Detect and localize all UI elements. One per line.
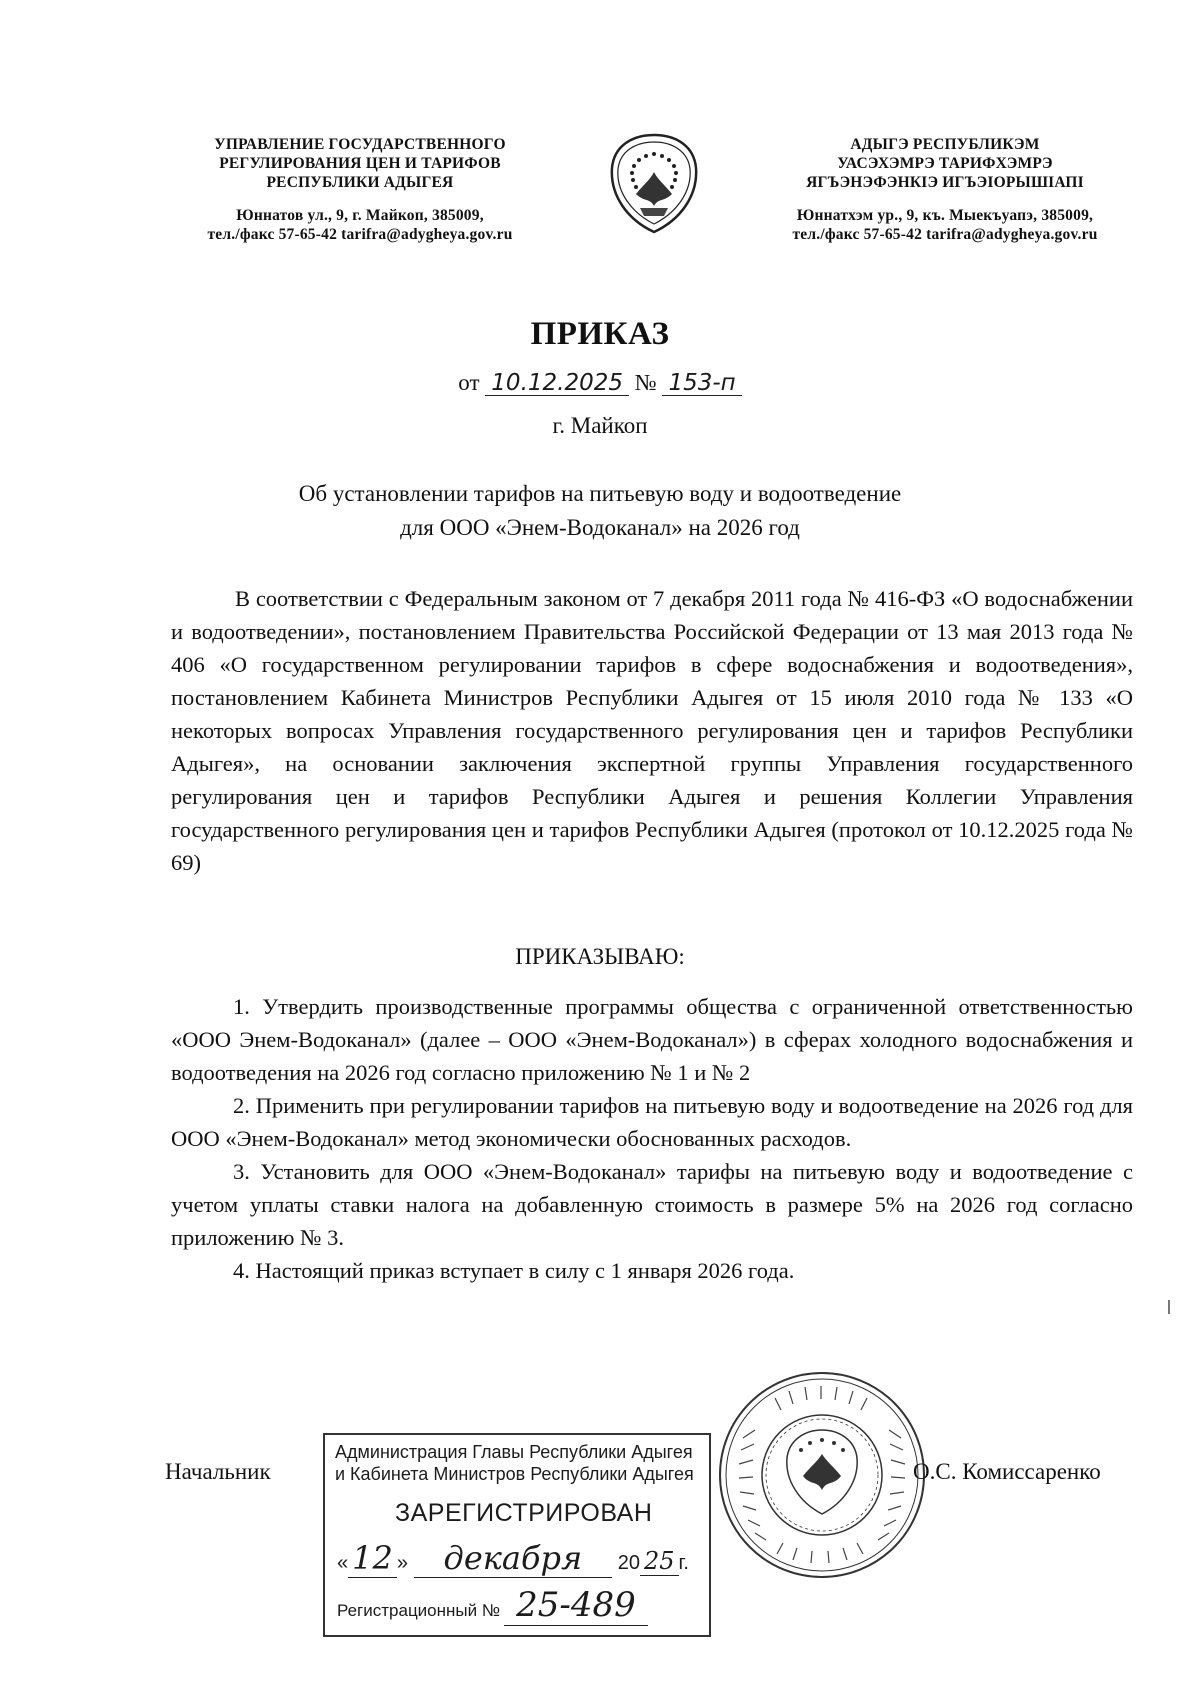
- org-name-line: АДЫГЭ РЕСПУБЛИКЭМ: [850, 136, 1040, 153]
- order-item: 1. Утвердить производственные программы общества с ограниченной ответственностью «ООО Энем-Водоканал» (далее – ООО «Энем-Водоканал») в сферах холодного водоснабжения и водоотведения на 2026 год согласно приложению № 1 и № 2: [171, 994, 1133, 1085]
- org-name-line: УАСЭХЭМРЭ ТАРИФХЭМРЭ: [837, 155, 1053, 172]
- stamp-year-prefix: 20: [617, 1552, 640, 1574]
- stamp-day: 12: [348, 1539, 397, 1578]
- org-address: Юннатов ул., 9, г. Майкоп, 385009,: [236, 207, 484, 224]
- order-date-line: [0, 370, 1200, 396]
- org-name-line: РЕСПУБЛИКИ АДЫГЕЯ: [266, 174, 454, 191]
- document-subject: [0, 477, 1200, 545]
- order-item: 4. Настоящий приказ вступает в силу с 1 января 2026 года.: [233, 1258, 795, 1283]
- document-city: г. Майкоп: [552, 413, 648, 438]
- document-title: ПРИКАЗ: [530, 316, 670, 352]
- header-right-ady: [735, 135, 1155, 244]
- stamp-reg-number: 25-489: [504, 1585, 648, 1626]
- number-prefix: №: [634, 370, 657, 395]
- stamp-year-suffix: 25: [640, 1547, 679, 1576]
- stamp-authority-line: и Кабинета Министров Республики Адыгея: [335, 1464, 694, 1484]
- stamp-year-unit: г.: [678, 1552, 689, 1574]
- order-word: ПРИКАЗЫВАЮ:: [515, 944, 685, 969]
- date-prefix: от: [458, 370, 480, 395]
- stamp-month: декабря: [414, 1539, 613, 1578]
- order-date: 10.12.2025: [485, 371, 629, 396]
- subject-line: для ООО «Энем-Водоканал» на 2026 год: [400, 515, 800, 540]
- stamp-date: « 12 » декабря 20 25 г.: [337, 1539, 689, 1577]
- org-name-line: УПРАВЛЕНИЕ ГОСУДАРСТВЕННОГО: [214, 136, 506, 153]
- signatory-title: Начальник: [165, 1459, 271, 1484]
- org-name-line: ЯГЪЭНЭФЭНКIЭ ИГЪЭIОРЫШIАПI: [806, 174, 1084, 191]
- round-official-seal-icon: [715, 1368, 929, 1582]
- preamble-paragraph: В соответствии с Федеральным законом от 7 декабря 2011 года № 416-ФЗ «О водоснабжении и водоотведении», постановлением Правительства Российской Федерации от 13 мая 2013 года № 406 «О государственном регулировании тарифов в сфере водоснабжения и водоотведения», постановлением Кабинета Министров Республики Адыгея от 15 июля 2010 года № 133 «О некоторых вопросах Управления государственного регулирования цен и тарифов Республики Адыгея», на основании заключения экспертной группы Управления государственного регулирования цен и тарифов Республики Адыгея и решения Коллегии Управления государственного регулирования цен и тарифов Республики Адыгея (протокол от 10.12.2025 года № 69): [171, 586, 1133, 875]
- stamp-status: ЗАРЕГИСТРИРОВАН: [395, 1499, 653, 1527]
- scan-artifact: [1168, 1300, 1170, 1314]
- order-number: 153-п: [662, 371, 741, 396]
- header-left-ru: [150, 135, 570, 244]
- stamp-reg-label: Регистрационный №: [337, 1601, 501, 1620]
- org-contacts: тел./факс 57-65-42 tarifra@adygheya.gov.ru: [207, 226, 513, 243]
- org-name-line: РЕГУЛИРОВАНИЯ ЦЕН И ТАРИФОВ: [219, 155, 501, 172]
- org-contacts: тел./факс 57-65-42 tarifra@adygheya.gov.ru: [792, 226, 1098, 243]
- stamp-registration-number: [337, 1585, 648, 1626]
- coat-of-arms-emblem-icon: [606, 132, 702, 236]
- org-address: Юннатхэм ур., 9, къ. Мыекъуапэ, 385009,: [796, 207, 1094, 224]
- stamp-authority-line: Администрация Главы Республики Адыгея: [335, 1442, 693, 1462]
- order-item: 3. Установить для ООО «Энем-Водоканал» тарифы на питьевую воду и водоотведение с учетом уплаты ставки налога на добавленную стоимость в размере 5% на 2026 год согласно приложению № 3.: [171, 1159, 1133, 1250]
- registration-stamp: [323, 1433, 711, 1637]
- order-item: 2. Применить при регулировании тарифов на питьевую воду и водоотведение на 2026 год для ООО «Энем-Водоканал» метод экономически обоснованных расходов.: [171, 1093, 1133, 1151]
- signatory-name: О.С. Комиссаренко: [913, 1459, 1101, 1484]
- order-items: [171, 990, 1133, 1287]
- subject-line: Об установлении тарифов на питьевую воду и водоотведение: [298, 481, 902, 506]
